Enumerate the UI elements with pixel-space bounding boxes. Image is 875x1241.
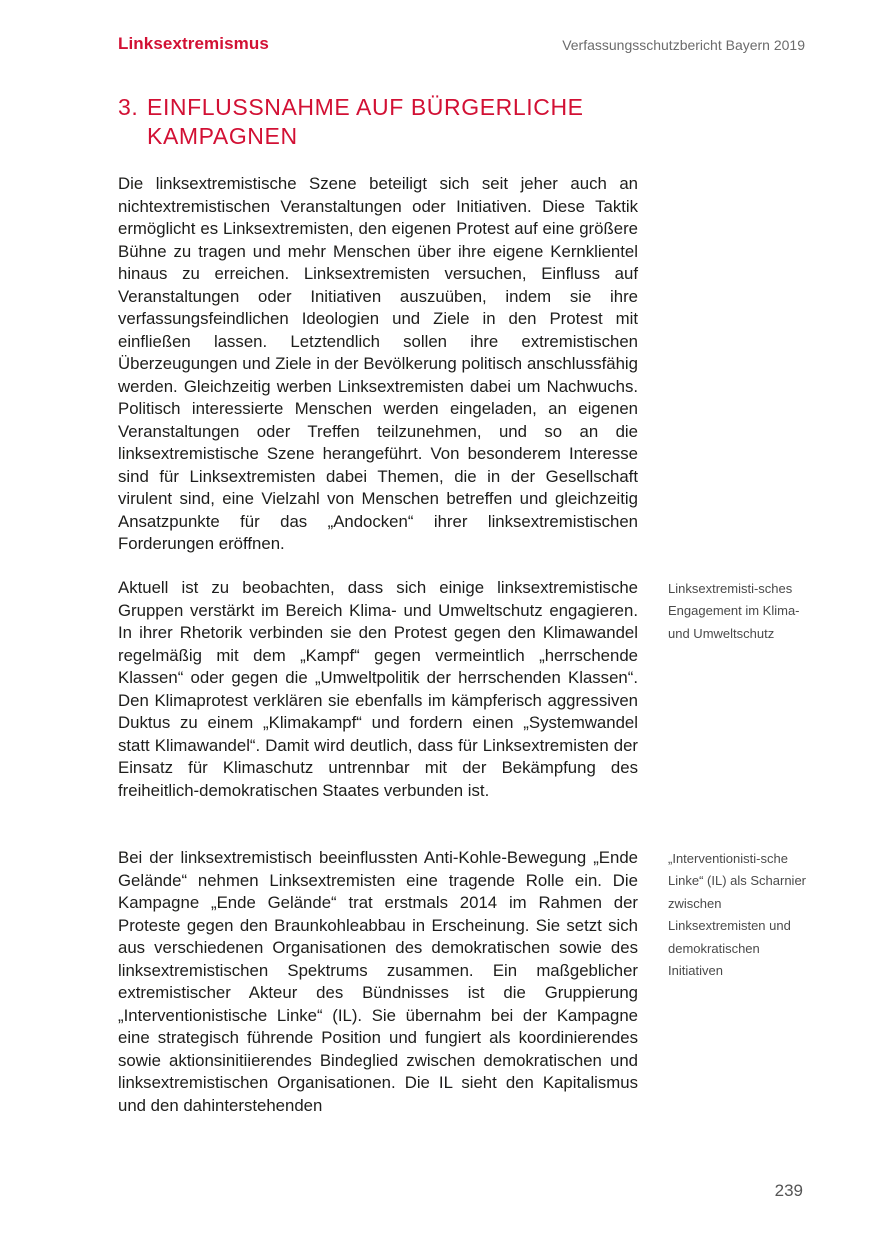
body-paragraph-3: Bei der linksextremistisch beeinflussten Anti-Kohle-Bewegung „Ende Gelände“ nehmen Linksextremisten eine tragende Rolle ein. Die Kampagne „Ende Gelände“ trat erstmals 2014 im Rahmen der Proteste gegen den Braunkohleabbau in Erscheinung. Sie setzt sich aus verschiedenen Organisationen des demokratischen sowie des linksextremistischen Spektrums zusammen. Ein maßgeblicher extremistischer Akteur des Bündnisses ist die Gruppierung „Interventionistische Linke“ (IL). Sie übernahm bei der Kampagne eine strategisch führende Position und fungiert als koordinierendes sowie aktionsinitiierendes Bindeglied zwischen demokratischen und linksextremistischen Organisationen. Die IL sieht den Kapitalismus und den dahinterstehenden bbox=[118, 848, 638, 1115]
chapter-title bbox=[118, 93, 638, 151]
body-paragraph-1: Die linksextremistische Szene beteiligt sich seit jeher auch an nichtextremistischen Veranstaltungen oder Initiativen. Diese Taktik ermöglicht es Linksextremisten, den eigenen Protest auf eine größere Bühne zu tragen und mehr Menschen über ihre eigene Kernklientel hinaus zu erreichen. Linksextremisten versuchen, Einfluss auf Veranstaltungen oder Initiativen auszuüben, indem sie ihre verfassungsfeindlichen Ideologien und Ziele in den Protest mit einfließen lassen. Letztendlich sollen ihre extremistischen Überzeugungen und Ziele in der Bevölkerung politisch anschlussfähig werden. Gleichzeitig werben Linksextremisten dabei um Nachwuchs. Politisch interessierte Menschen werden eingeladen, an eigenen Veranstaltungen oder Treffen teilzunehmen, und so an die linksextremistische Szene herangeführt. Von besonderem Interesse sind für Linksextremisten dabei Themen, die in der Gesellschaft virulent sind, eine Vielzahl von Menschen betreffen und gleichzeitig Ansatzpunkte für das „Andocken“ ihrer linksextremistischen Forderungen eröffnen. bbox=[118, 174, 638, 553]
chapter-number: 3. bbox=[118, 94, 139, 120]
running-header-section: Linksextremismus bbox=[118, 34, 269, 53]
running-header-report-title: Verfassungsschutzbericht Bayern 2019 bbox=[562, 37, 805, 53]
margin-note-interventionist-left: „Interventionisti-sche Linke“ (IL) als Scharnier zwischen Linksextremisten und demokratischen Initiativen bbox=[668, 851, 806, 979]
chapter-title-text: EINFLUSSNAHME AUF BÜRGERLICHE KAMPAGNEN bbox=[147, 94, 584, 149]
page-number: 239 bbox=[774, 1181, 803, 1200]
body-paragraph-2: Aktuell ist zu beobachten, dass sich einige linksextremistische Gruppen verstärkt im Bereich Klima- und Umweltschutz engagieren. In ihrer Rhetorik verbinden sie den Protest gegen den Klimawandel regelmäßig mit dem „Kampf“ gegen vermeintlich „herrschende Klassen“ oder gegen die „Umweltpolitik der herrschenden Klassen“. Den Klimaprotest verklären sie ebenfalls im kämpferisch aggressiven Duktus zu einem „Klimakampf“ und fordern einen „Systemwandel statt Klimawandel“. Damit wird deutlich, dass für Linksextremisten der Einsatz für Klimaschutz untrennbar mit der Bekämpfung des freiheitlich-demokratischen Staates verbunden ist. bbox=[118, 578, 638, 800]
margin-note-climate-engagement: Linksextremisti-sches Engagement im Klima- und Umweltschutz bbox=[668, 581, 800, 641]
